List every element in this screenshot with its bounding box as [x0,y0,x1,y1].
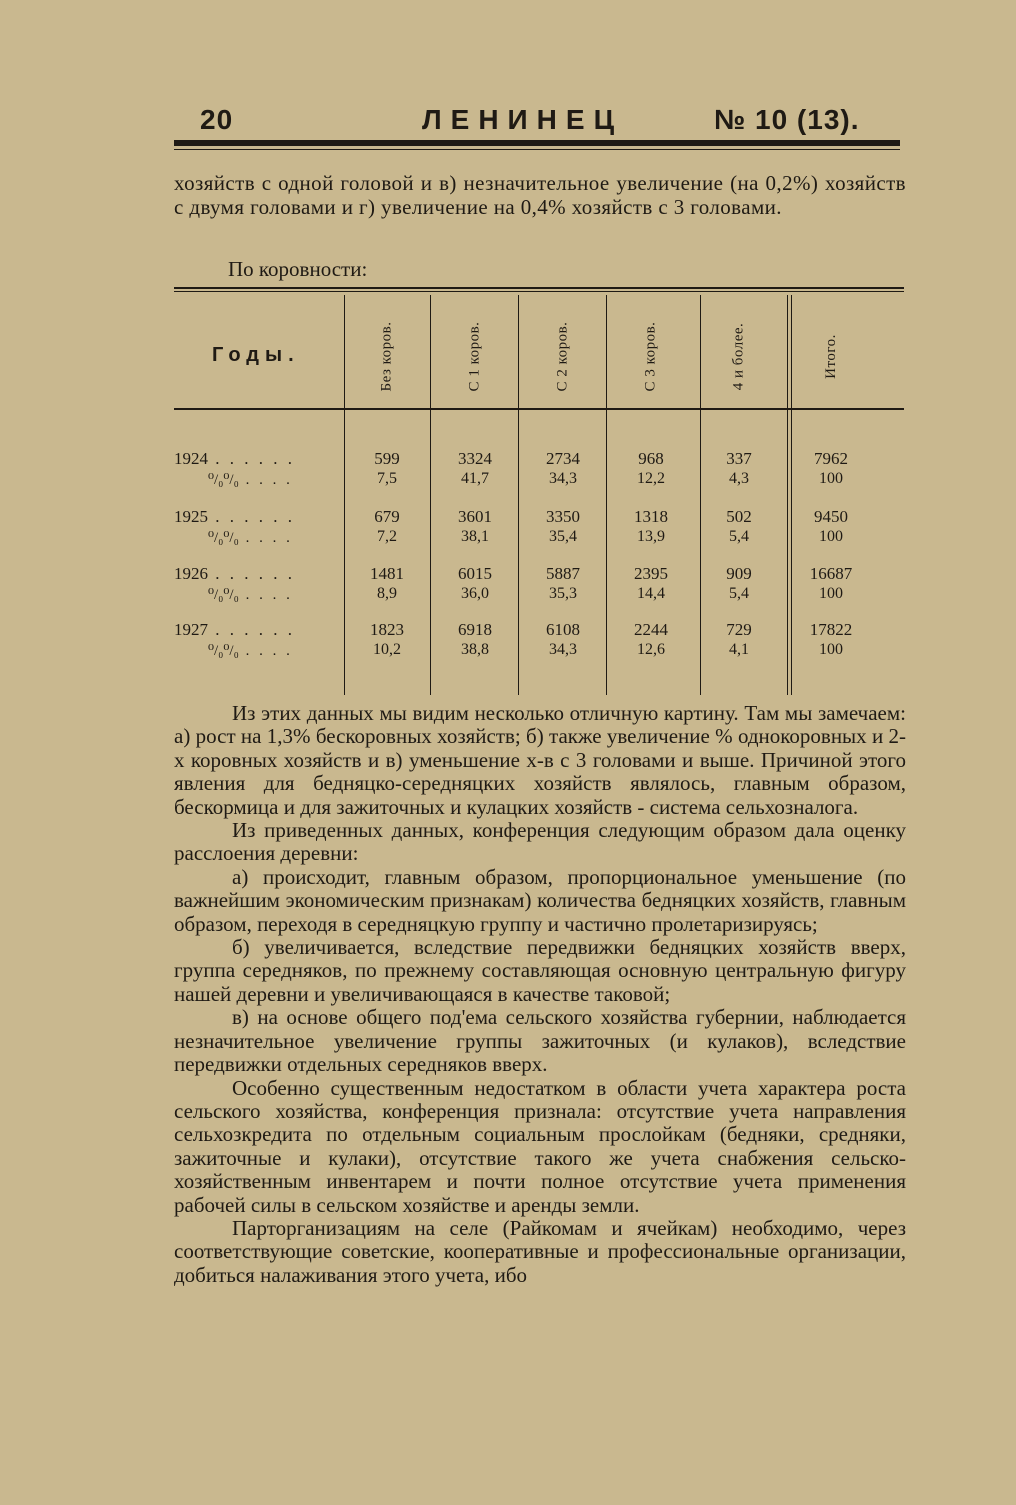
count-cell: 3601 [458,507,492,526]
column-header [696,309,782,403]
count-cell: 679 [374,507,400,526]
column-header [608,309,694,403]
percent-cell: 41,7 [461,470,489,487]
page-number: 20 [200,104,234,135]
count-cell: 6918 [458,620,492,639]
conference-paragraph: Из приведенных данных, конференция следующим образом дала оценку расслоения деревни: [174,818,906,866]
count-cell: 3350 [546,507,580,526]
percent-cell: 36,0 [461,585,489,602]
percent-cell: 12,6 [637,641,665,658]
percent-cell: 4,3 [729,470,749,487]
percent-cell: 100 [819,470,843,487]
percent-cell: 100 [819,641,843,658]
column-header-label: С 1 коров. [466,321,483,391]
table-top-rule [174,287,904,289]
body-text [174,702,906,1287]
count-cell: 337 [726,449,752,468]
count-cell: 1823 [370,620,404,639]
count-cell: 9450 [814,507,848,526]
years-column-header: Годы. [212,344,300,366]
percent-cell: 4,1 [729,641,749,658]
point-a: а) происходит, главным образом, пропорциональное уменьшение (по важнейшим экономическим признакам) количества бедняцких хозяйств, главным образом, переходя в середняцкую группу и частично пролетаризируясь; [174,864,906,936]
count-cell: 16687 [809,564,853,583]
count-cell: 909 [726,564,752,583]
year-label: 1926 . . . . . . [174,564,295,583]
count-cell: 599 [374,449,400,468]
percent-cell: 34,3 [549,641,577,658]
count-cell: 17822 [809,620,853,639]
column-header [520,309,606,403]
percent-cell: 100 [819,528,843,545]
table-header-rule [174,408,904,410]
count-cell: 2734 [546,449,580,468]
count-cell: 6015 [458,564,492,583]
issue-number: № 10 (13). [714,104,860,135]
percent-label: ⁰/₀⁰/₀ . . . . [208,472,293,488]
count-cell: 1318 [634,507,668,526]
cow-ownership-table [174,287,904,697]
percent-cell: 5,4 [729,585,749,602]
count-cell: 2395 [634,564,668,583]
column-header [788,309,874,403]
percent-cell: 35,4 [549,528,577,545]
percent-label: ⁰/₀⁰/₀ . . . . [208,643,293,659]
column-header [432,309,518,403]
percent-label: ⁰/₀⁰/₀ . . . . [208,530,293,546]
table-top-rule-thin [174,291,904,292]
column-divider [430,295,431,695]
column-header-label: С 2 коров. [554,321,571,391]
count-cell: 729 [726,620,752,639]
header-rule-thin [174,149,900,150]
column-header-label: Без коров. [378,321,395,391]
percent-cell: 7,2 [377,528,397,545]
year-label: 1925 . . . . . . [174,507,295,526]
percent-cell: 5,4 [729,528,749,545]
count-cell: 3324 [458,449,492,468]
count-cell: 7962 [814,449,848,468]
percent-cell: 7,5 [377,470,397,487]
percent-cell: 12,2 [637,470,665,487]
count-cell: 1481 [370,564,404,583]
column-divider [518,295,519,695]
count-cell: 968 [638,449,664,468]
column-header-label: Итого. [822,333,839,379]
column-divider [606,295,607,695]
percent-cell: 8,9 [377,585,397,602]
year-label: 1927 . . . . . . [174,620,295,639]
column-header-label: 4 и более. [730,322,747,390]
count-cell: 5887 [546,564,580,583]
percent-cell: 38,8 [461,641,489,658]
header-rule-thick [174,140,900,146]
shortcoming-paragraph: Особенно существенным недостатком в области учета характера роста сельского хозяйства, конференция признала: отсутствие учета направления сельхозкредита по отдельным социальным прослойкам (бедняки, средняки, зажиточные и кулаки), отсутствие такого же учета снабжения сельско-хозяйственным инвентарем и почти полное отсутствие учета применения рабочей силы в сельском хозяйстве и аренды земли. [174,1075,906,1217]
count-cell: 2244 [634,620,668,639]
table-caption: По коровности: [228,257,368,281]
column-header-label: С 3 коров. [642,321,659,391]
point-b: б) увеличивается, вследствие передвижки бедняцких хозяйств вверх, группа середняков, по прежнему составляющая основную центральную фигуру нашей деревни и увеличивающаяся в качестве таковой; [174,935,906,1006]
party-paragraph: Парторганизациям на селе (Райкомам и ячейкам) необходимо, через соответствующие советские, кооперативные и профессиональные организации, добиться налаживания этого учета, ибо [174,1215,906,1287]
count-cell: 502 [726,507,752,526]
running-header [174,100,904,140]
percent-cell: 35,3 [549,585,577,602]
point-c: в) на основе общего под'ема сельского хозяйства губернии, наблюдается незначительное увеличение группы зажиточных (и кулаков), вследствие передвижки отдельных середняков вверх. [174,1005,906,1077]
percent-cell: 100 [819,585,843,602]
percent-label: ⁰/₀⁰/₀ . . . . [208,587,293,603]
percent-cell: 10,2 [373,641,401,658]
count-cell: 6108 [546,620,580,639]
intro-paragraph: хозяйств с одной головой и в) незначительное увеличение (на 0,2%) хозяйств с двумя головами и г) увеличение на 0,4% хозяйств с 3 головами. [174,171,906,219]
journal-title: ЛЕНИНЕЦ [422,104,624,135]
percent-cell: 34,3 [549,470,577,487]
year-label: 1924 . . . . . . [174,449,295,468]
column-header [344,309,430,403]
percent-cell: 14,4 [637,585,665,602]
percent-cell: 38,1 [461,528,489,545]
analysis-paragraph: Из этих данных мы видим несколько отличную картину. Там мы замечаем: а) рост на 1,3% бескоровных хозяйств; б) также увеличение % однокоровных и 2-х коровных хозяйств и в) уменьшение х-в с 3 головами и выше. Причиной этого явления для бедняцко-середняцких хозяйств являлось, главным образом, бескормица и для зажиточных и кулацких хозяйств - система сельхозналога. [174,701,906,819]
percent-cell: 13,9 [637,528,665,545]
